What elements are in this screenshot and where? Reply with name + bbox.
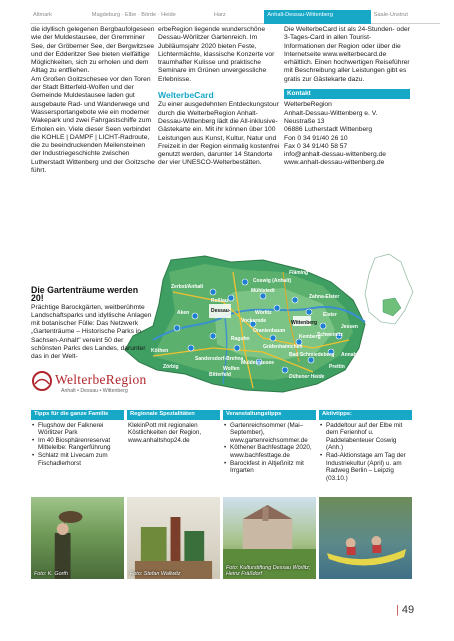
tip-events-item: • Barockfest in Altjeßnitz mit Irrgarten [223,460,316,475]
nav-tab-anhalt-dessau-wittenberg[interactable]: Anhalt-Dessau-Wittenberg [264,10,370,24]
map-label-sandersdorf: Sandersdorf-Brehna [195,356,244,362]
welterbecard-heading: WelterbeCard [158,90,214,101]
contact-street: Neustraße 13 [284,117,325,125]
map-label-coswig: Coswig (Anhalt) [253,278,292,284]
map-label-raguhn: Raguhn [231,336,250,342]
contact-org: WelterbeRegion [284,101,332,109]
map-label-wittenberg: Wittenberg [291,320,318,326]
logo-emblem-icon [31,370,53,392]
map-label-flaeming: Fläming [289,270,309,276]
map-label-elster: Elster [323,312,337,318]
column-1 [31,26,155,175]
map-label-vockerode: Vockerode [241,318,267,324]
garden-heading: Die Gartenträume werden 20! [31,285,139,304]
inset-map [365,254,413,324]
map-label-muehlstedt: Mühlstedt [251,288,275,294]
map-label-koethen: Köthen [151,348,169,354]
welterbecard-text: Zu einer ausgedehnten Entdeckungstour durch die WelterbeRegion Anhalt-Dessau-Wittenberg lädt die All-inklusive-Gästekarte ein. Mit ihr können über 100 Leistungen aus Kunst, Kultur, Natur und Freizeit in der Region einmalig kostenfrei genutzt werden, darunter 14 Standorte der vier UNESCO-Welterbestätten. [158,101,280,167]
nav-tab-altmark[interactable]: Altmark [30,10,89,24]
column-2 [158,26,282,168]
map-label-graefenhainichen: Gräfenhainichen [263,344,303,350]
column-3 [284,26,410,168]
photo-caption: Foto: Stefan Wallwitz [130,571,181,577]
region-nav [30,10,440,24]
tip-active-item: • Paddeltour auf der Elbe mit dem Ferienhof u. Paddelabenteuer Coswig (Anh.) [319,422,412,452]
photo-caption: Foto: Kulturstiftung Dessau Wörlitz; Heinz Fräßdorf [226,565,311,577]
tip-events-item: • Gartenreichsommer (Mai–September), www.gartenreichsommer.de [223,422,316,445]
photo-castle [223,497,316,579]
welterberegion-logo [31,366,161,398]
tip-family-item: • Flugshow der Falknerei Wörlitzer Park [31,422,124,437]
contact-phone: Fon 0 34 91/40 26 10 [284,134,348,142]
contact-block [284,101,410,167]
map-label-bitterfeld: Bitterfeld [209,372,231,378]
garden-text: Prächtige Barockgärten, weitberühmte Landschaftsparks und idyllische Anlagen mit botanischer Fülle: Das Netzwerk „Gartenträume – Historische Parks in Sachsen-Anhalt" vereint 50 der schönsten Parks des Landes, darunter das in der Welt- [31,303,152,361]
nav-tab-saale-unstrut[interactable]: Saale-Unstrut [371,10,440,24]
map-label-zoerbig: Zörbig [163,364,179,370]
map-label-zerbst: Zerbst/Anhalt [171,284,204,290]
tip-active-item: • Rad-Aktionstage am Tag der Industriekultur (April) u. am Radweg Berlin – Leipzig (03.10.) [319,452,412,482]
tip-active-title: Aktivtipps: [319,410,412,420]
map-label-prettin: Prettin [329,364,345,370]
contact-email[interactable]: info@anhalt-dessau-wittenberg.de [284,151,386,159]
map-label-schweinitz: Schweinitz [317,332,343,338]
garden-section [31,286,153,362]
photo-falconry [31,497,124,579]
logo-word: WelterbeRegion [55,372,147,387]
map-label-rosslau: Roßlau [211,298,228,304]
map-label-kemberg: Kemberg [299,334,321,340]
contact-city: 06886 Lutherstadt Wittenberg [284,126,373,134]
photo-paddling [319,497,412,579]
photo-row [31,497,412,579]
tip-active [319,410,412,482]
tip-events [223,410,316,482]
tip-specialties-title: Regionale Spezialitäten [127,410,220,420]
map-label-muldestausee: Muldestausee [241,360,275,366]
tip-specialties [127,410,220,482]
contact-label: Kontakt [284,89,410,99]
map-label-oranienbaum: Oranienbaum [253,328,286,334]
map-label-duebener-heide: Dübener Heide [289,374,325,380]
column-1-text-2: Am Großen Goitzschesee vor den Toren der Stadt Bitterfeld-Wolfen und der Gemeinde Muldestausee laden gut ausgebaute Rad- und Wanderwege und Wassersportangebote wie ein moderner Wakepark und zwei Fahrgastschiffe zum Erholen ein. Viele dieser Seen verbindet die KOHLE | DAMPF | LICHT-Radroute, die zu beeindruckenden Meilensteinen der Industriegeschichte zwischen Lutherstadt Wittenberg und der Goitzsche führt. [31,75,155,175]
tip-family-item: • Schlatz mit Livecam zum Fischadlerhorst [31,452,124,467]
contact-website[interactable]: www.anhalt-dessau-wittenberg.de [284,159,385,167]
map-label-zahna-elster: Zahna-Elster [309,294,340,300]
map-label-wolfen: Wolfen [223,366,240,372]
map-label-bad-schmiedeberg: Bad Schmiedeberg [289,352,335,358]
map-label-aken: Aken [177,310,190,316]
nav-tab-magdeburg[interactable]: Magdeburg · Elbe · Börde · Heide [89,10,211,24]
map-label-annaburg: Annaburg [341,352,365,358]
page-number: | 49 [396,604,415,616]
logo-sub: Anhalt • Dessau • Wittenberg [61,388,128,394]
column-3-text: Die WelterbeCard ist als 24-Stunden- oder 3-Tages-Card in allen Tourist-Informationen der Region oder über die Internetseite www.welterbecard.de erhältlich. Einen hochwertigen Reiseführer mit Beschreibung aller Leistungen gibt es gratis zur Gästekarte dazu. [284,26,410,83]
tip-specialties-text: KlekinPott mit regionalen Köstlichkeiten der Region, www.anhaltshop24.de [128,421,202,444]
map-label-woerlitz: Wörlitz [255,310,272,316]
contact-org-2: Anhalt-Dessau-Wittenberg e. V. [284,109,378,117]
nav-tab-harz[interactable]: Harz [211,10,265,24]
contact-fax: Fax 0 34 91/40 58 57 [284,142,348,150]
photo-caption: Foto: K. Gorth [34,571,68,577]
tip-events-title: Veranstaltungstipps [223,410,316,420]
page-number-value: 49 [401,604,415,616]
tip-family [31,410,124,482]
column-1-text: die idyllisch gelegenen Bergbaufolgeseen wie der Muldestausee, der Gremminer See, der Gröberner See, der Bergwitzsee und der Edderitzer See bieten vielfältige Möglichkeiten, sich zu erholen und dem Alltag zu entfliehen. [31,26,155,75]
tips-row [31,410,412,482]
column-2-text: erbeRegion liegende wunderschöne Dessau-Wörlitzer Gartenreich. Im Jubiläumsjahr 2020 bieten Feste, Lichtermächte, klassische Konzerte vor traumhafter Kulisse und praktische Seminare im Grünen unvergessliche Erlebnisse. [158,26,275,83]
map-label-dessau: Dessau- [211,308,231,314]
tip-family-title: Tipps für die ganze Familie [31,410,124,420]
photo-specialties [127,497,220,579]
map-label-jessen: Jessen [341,324,358,330]
tip-family-item: • Im 40 Biosphärenreservat Mittelelbe: Rangerführung [31,437,124,452]
tip-events-item: • Köthener Bachfesttage 2020, www.bachfesttage.de [223,444,316,459]
